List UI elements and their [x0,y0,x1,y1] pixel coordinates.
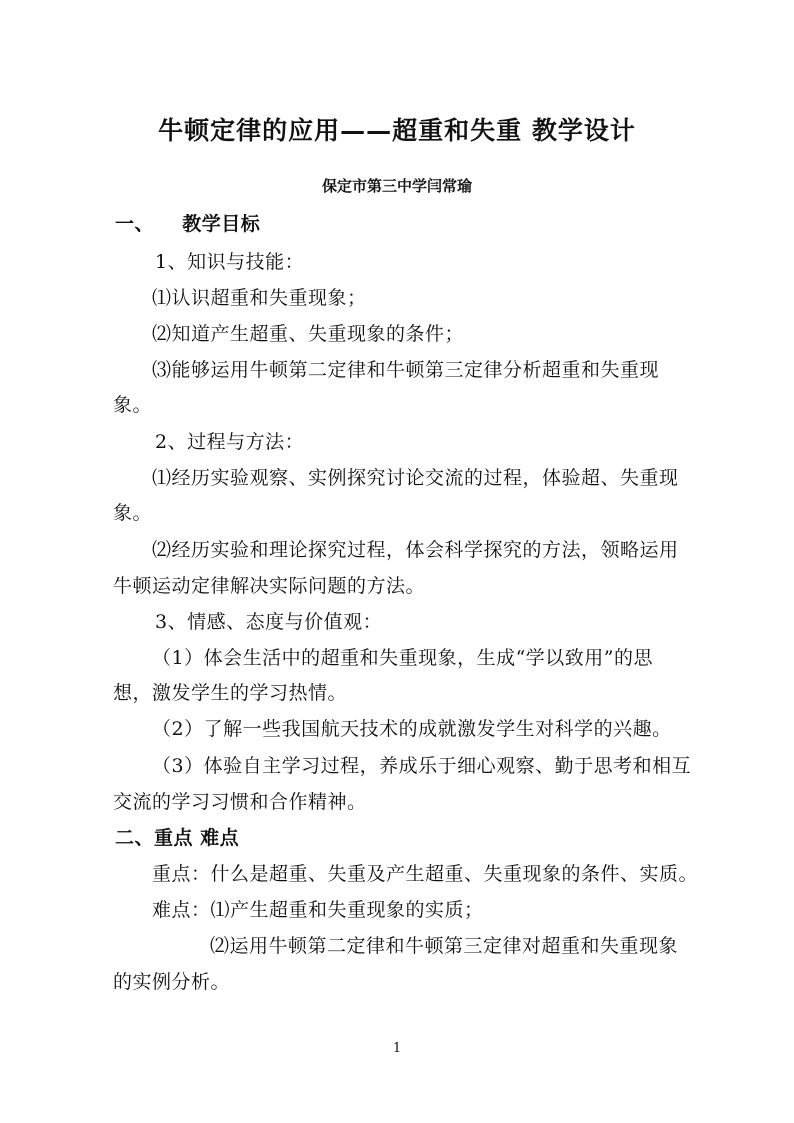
objective-item: ⑵经历实验和理论探究过程，体会科学探究的方法，领略运用 [152,539,679,561]
page-number: 1 [392,1041,402,1056]
difficulty-item: ⑵运用牛顿第二定律和牛顿第三定律对超重和失重现象 [210,935,679,957]
subsection-process-method: 2、过程与方法： [155,431,305,453]
objective-item: （2）了解一些我国航天技术的成就激发学生对科学的兴趣。 [152,718,672,740]
subsection-attitude-values: 3、情感、态度与价值观： [155,611,383,633]
objective-item-continued: 牛顿运动定律解决实际问题的方法。 [113,575,426,597]
difficulty-item-continued: 的实例分析。 [113,971,231,993]
objective-item: ⑶能够运用牛顿第二定律和牛顿第三定律分析超重和失重现 [152,359,660,381]
document-title: 牛顿定律的应用——超重和失重 教学设计 [158,116,636,145]
section-1-heading [115,212,260,236]
difficulty-item: 难点：⑴产生超重和失重现象的实质； [152,899,484,921]
document-author: 保定市第三中学闫常瑜 [321,177,472,195]
objective-item-continued: 想，激发学生的学习热情。 [113,682,348,704]
section-2-heading: 二、重点 难点 [115,827,240,849]
section-1-number: 一、 [115,213,155,235]
objective-item: ⑴经历实验观察、实例探究讨论交流的过程，体验超、失重现 [152,467,679,489]
objective-item-continued: 象。 [113,502,153,524]
section-1-label: 教学目标 [182,213,261,235]
objective-item: （3）体验自主学习过程，养成乐于细心观察、勤于思考和相互 [152,755,692,777]
objective-item: ⑵知道产生超重、失重现象的条件； [152,323,465,345]
objective-item-continued: 象。 [113,394,153,416]
objective-item: ⑴认识超重和失重现象； [152,287,367,309]
objective-item: （1）体会生活中的超重和失重现象，生成“学以致用”的思 [152,647,654,669]
subsection-knowledge-skills: 1、知识与技能： [155,251,305,273]
key-point: 重点：什么是超重、失重及产生超重、失重现象的条件、实质。 [152,863,699,885]
objective-item-continued: 交流的学习习惯和合作精神。 [113,791,367,813]
